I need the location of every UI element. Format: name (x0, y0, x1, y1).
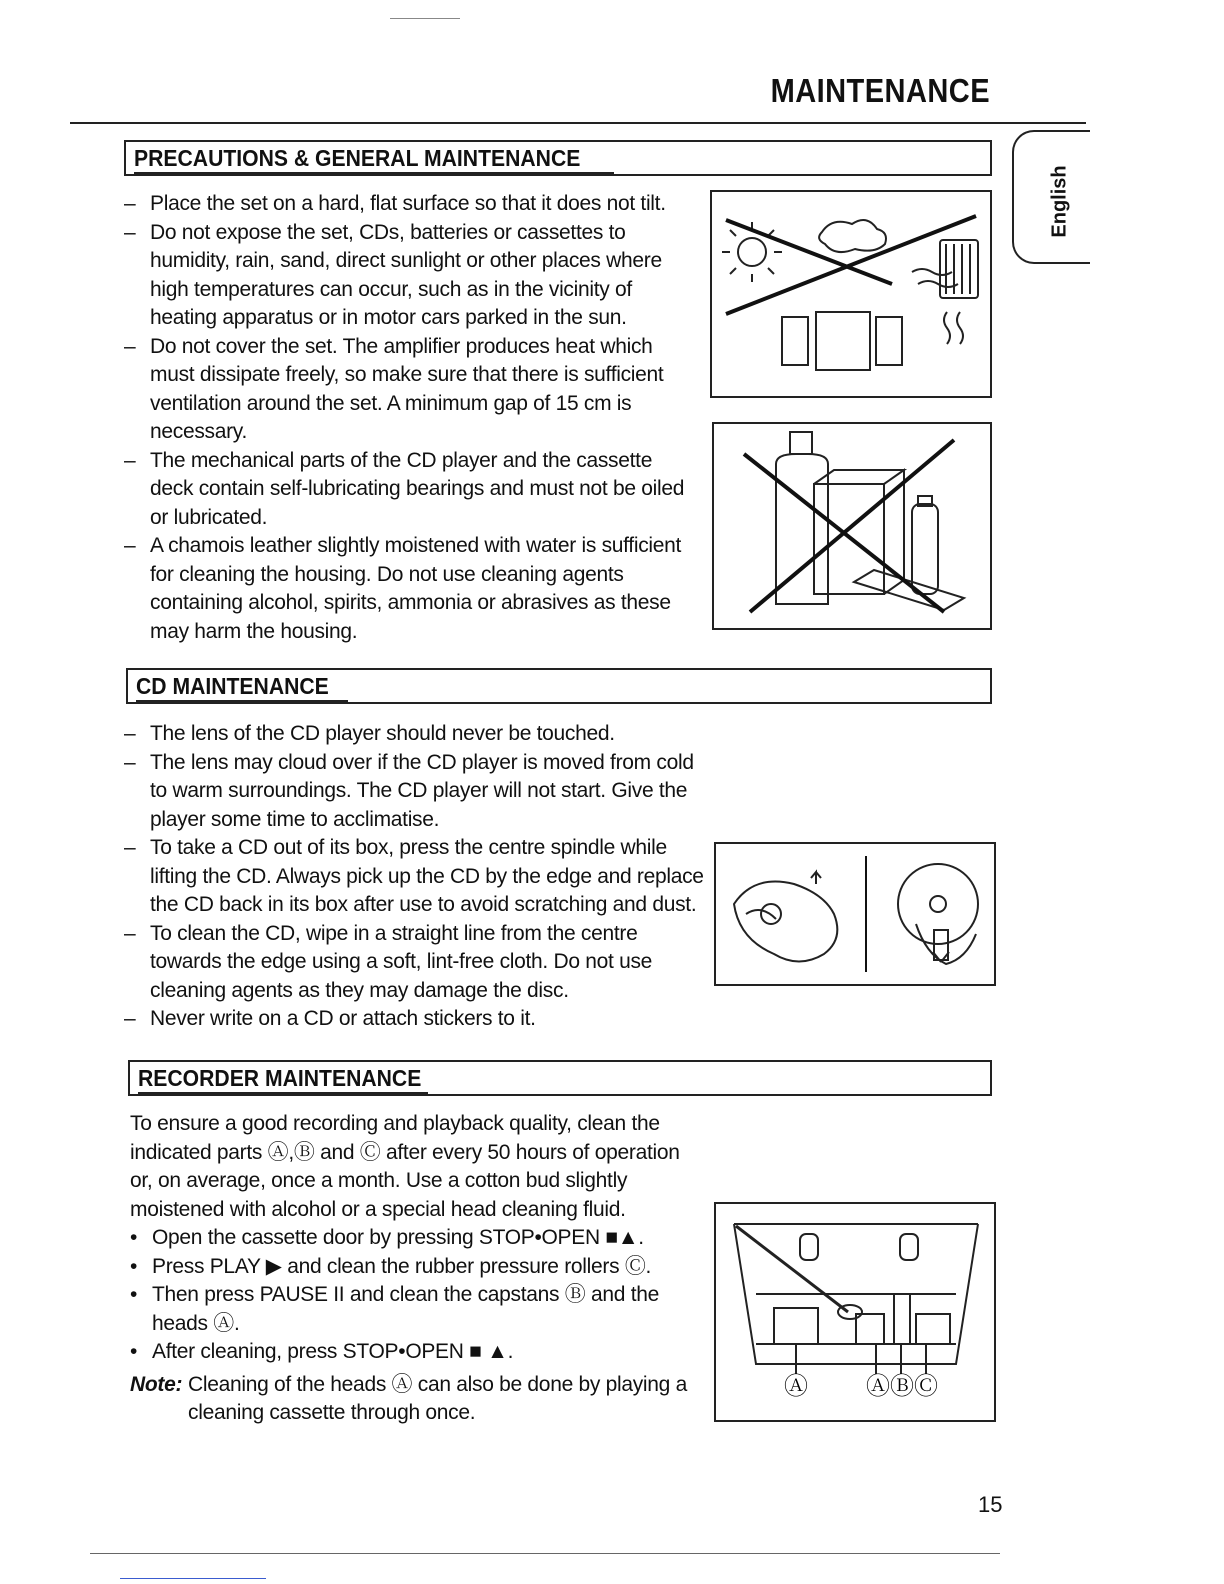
note-text: Cleaning of the heads Ⓐ can also be done by playing a cleaning cassette through once. (188, 1372, 687, 1424)
cd-maintenance-list (124, 720, 704, 1034)
list-item: • Then press PAUSE II and clean the capstans Ⓑ and the heads Ⓐ. (130, 1283, 659, 1335)
language-tab (1012, 130, 1090, 264)
language-tab-label: English (1048, 165, 1071, 238)
page-title: MAINTENANCE (770, 72, 990, 109)
list-item: – To clean the CD, wipe in a straight line from the centre towards the edge using a soft, lint-free cloth. Do not use cleaning agents as they may damage the disc. (124, 921, 653, 1002)
note-label: Note: (130, 1372, 183, 1396)
precautions-heading (124, 140, 992, 176)
list-item: • After cleaning, press STOP•OPEN ■ ▲. (130, 1340, 514, 1363)
cleaning-agents-warning-illustration (712, 422, 992, 630)
cassette-deck-cleaning-illustration (714, 1202, 996, 1422)
header-rule (70, 122, 1086, 124)
scan-noise-top (390, 18, 460, 19)
list-item: • Press PLAY ▶ and clean the rubber pressure rollers Ⓒ. (130, 1254, 652, 1278)
cd-handling-illustration (714, 842, 996, 986)
cd-maintenance-heading (126, 668, 992, 704)
list-item: – Never write on a CD or attach stickers to it. (124, 1007, 536, 1030)
recorder-maintenance-heading (128, 1060, 992, 1096)
recorder-maintenance-heading-text: RECORDER MAINTENANCE (138, 1065, 422, 1091)
list-item: – The lens may cloud over if the CD player is moved from cold to warm surroundings. The CD player will not start. Give the player some time to acclimatise. (124, 750, 694, 831)
recorder-note (130, 1371, 690, 1428)
list-item: – To take a CD out of its box, press the centre spindle while lifting the CD. Always pick up the CD by the edge and replace the CD back in its box after use to avoid scratching and dust. (124, 836, 704, 916)
list-item: – The mechanical parts of the CD player and the cassette deck contain self-lubricating bearings and must not be oiled or lubricated. (124, 448, 685, 529)
precautions-list (124, 190, 694, 646)
list-item: – Do not expose the set, CDs, batteries or cassettes to humidity, rain, sand, direct sunlight or other places where high temperatures can occur, such as in the vicinity of heating apparatus or in motor cars parked in the sun. (124, 220, 662, 329)
scan-noise-bottom-blue (120, 1578, 266, 1579)
head-label-a: Ⓐ (784, 1372, 808, 1400)
page-number: 15 (978, 1492, 1003, 1517)
list-item: – Place the set on a hard, flat surface so that it does not tilt. (124, 192, 666, 215)
recorder-intro: To ensure a good recording and playback quality, clean the indicated parts Ⓐ,Ⓑ and Ⓒ after every 50 hours of operation or, on average, once a month. Use a cotton bud slightly moistened with alcohol or a special head cleaning fluid. (130, 1112, 680, 1221)
precautions-heading-text: PRECAUTIONS & GENERAL MAINTENANCE (134, 145, 581, 171)
scan-noise-bottom (90, 1553, 1000, 1554)
list-item: – Do not cover the set. The amplifier produces heat which must dissipate freely, so make sure that there is sufficient ventilation around the set. A minimum gap of 15 cm is necessary. (124, 334, 664, 443)
list-item: – The lens of the CD player should never be touched. (124, 722, 615, 745)
cd-maintenance-heading-text: CD MAINTENANCE (136, 673, 329, 699)
list-item: • Open the cassette door by pressing STOP•OPEN ■▲. (130, 1226, 644, 1249)
recorder-maintenance-content (130, 1110, 690, 1428)
parts-label-abc: ⒶⒷⒸ (866, 1372, 938, 1400)
heat-sun-warning-illustration (710, 190, 992, 398)
list-item: – A chamois leather slightly moistened with water is sufficient for cleaning the housing. Do not use cleaning agents containing alcohol, spirits, ammonia or abrasives as these may harm the housing. (124, 534, 682, 643)
